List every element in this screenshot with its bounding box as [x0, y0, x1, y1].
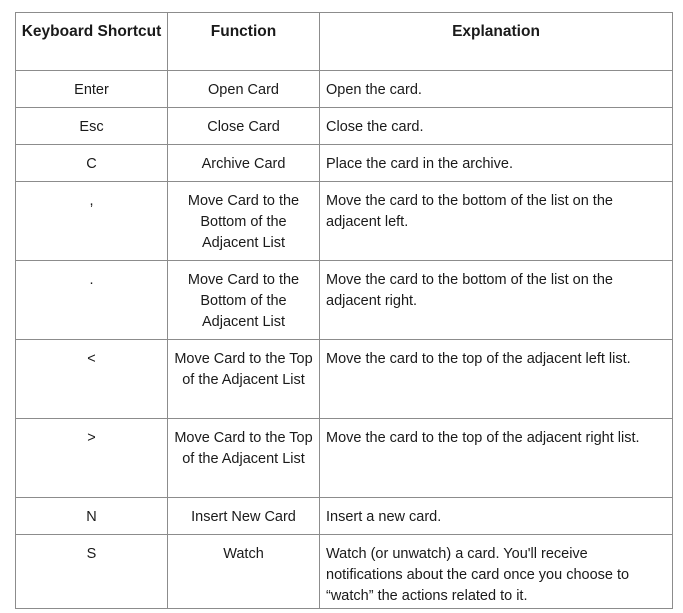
- shortcut-cell: .: [16, 261, 168, 340]
- shortcut-table-container: [15, 12, 673, 609]
- explanation-cell: Watch (or unwatch) a card. You'll receive notifications about the card once you choose to “watch” the actions related to it.: [320, 535, 673, 609]
- table-row: [16, 108, 673, 145]
- shortcut-cell: Enter: [16, 71, 168, 108]
- table-row: [16, 340, 673, 419]
- table-row: [16, 419, 673, 498]
- function-cell: Open Card: [168, 71, 320, 108]
- explanation-cell: Open the card.: [320, 71, 673, 108]
- shortcut-cell: <: [16, 340, 168, 419]
- function-cell: Move Card to the Bottom of the Adjacent List: [168, 261, 320, 340]
- header-function: Function: [168, 13, 320, 71]
- function-cell: Move Card to the Top of the Adjacent List: [168, 419, 320, 498]
- function-cell: Archive Card: [168, 145, 320, 182]
- header-keyboard-shortcut: Keyboard Shortcut: [16, 13, 168, 71]
- shortcut-cell: N: [16, 498, 168, 535]
- table-header-row: [16, 13, 673, 71]
- explanation-cell: Place the card in the archive.: [320, 145, 673, 182]
- keyboard-shortcut-table: [15, 12, 673, 609]
- shortcut-cell: >: [16, 419, 168, 498]
- shortcut-cell: S: [16, 535, 168, 609]
- function-cell: Close Card: [168, 108, 320, 145]
- explanation-cell: Move the card to the bottom of the list on the adjacent right.: [320, 261, 673, 340]
- table-row: [16, 145, 673, 182]
- shortcut-cell: Esc: [16, 108, 168, 145]
- explanation-cell: Insert a new card.: [320, 498, 673, 535]
- header-explanation: Explanation: [320, 13, 673, 71]
- table-row: [16, 498, 673, 535]
- explanation-cell: Move the card to the top of the adjacent left list.: [320, 340, 673, 419]
- table-row: [16, 182, 673, 261]
- table-row: [16, 71, 673, 108]
- table-row: [16, 261, 673, 340]
- function-cell: Move Card to the Top of the Adjacent List: [168, 340, 320, 419]
- table-row: [16, 535, 673, 609]
- explanation-cell: Move the card to the top of the adjacent right list.: [320, 419, 673, 498]
- function-cell: Insert New Card: [168, 498, 320, 535]
- function-cell: Watch: [168, 535, 320, 609]
- shortcut-cell: C: [16, 145, 168, 182]
- shortcut-cell: ,: [16, 182, 168, 261]
- explanation-cell: Move the card to the bottom of the list on the adjacent left.: [320, 182, 673, 261]
- function-cell: Move Card to the Bottom of the Adjacent List: [168, 182, 320, 261]
- explanation-cell: Close the card.: [320, 108, 673, 145]
